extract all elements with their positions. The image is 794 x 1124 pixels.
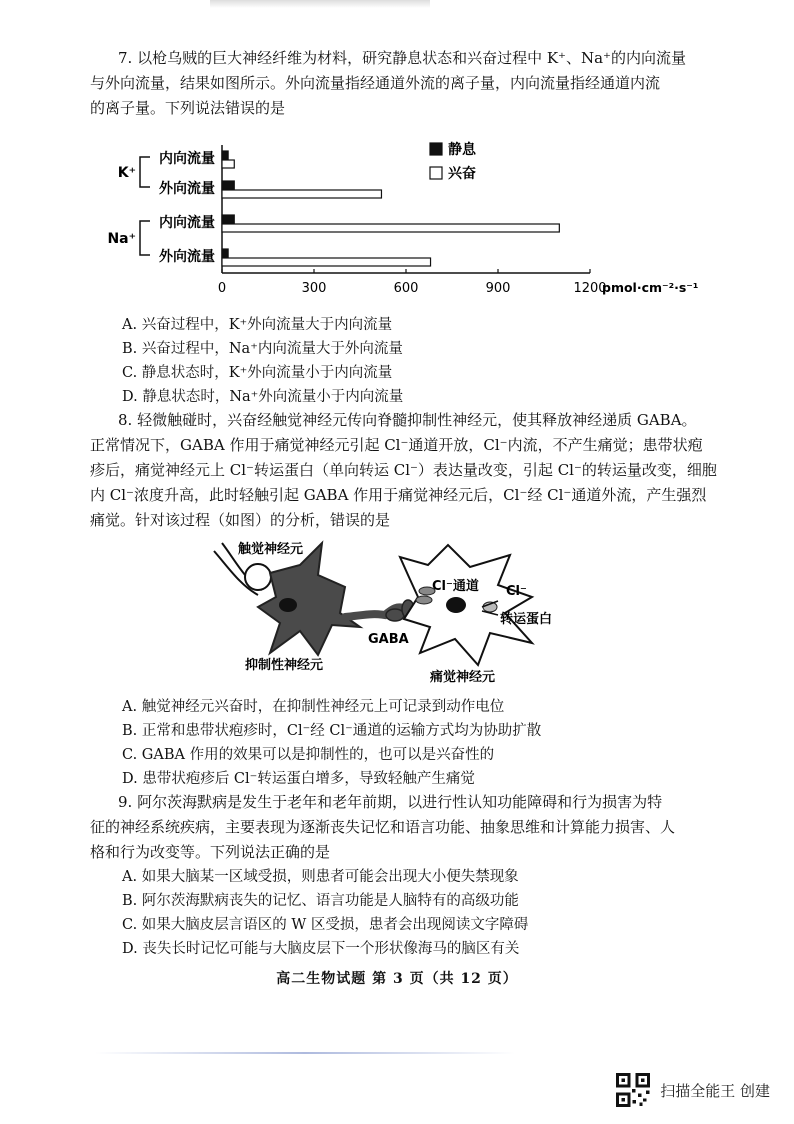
q8-line-4: 内 Cl⁻浓度升高，此时轻触引起 GABA 作用于痛觉神经元后，Cl⁻经 Cl⁻通道外流，产生强烈 <box>90 486 707 504</box>
q7-option-c: C. 静息状态时，K⁺外向流量小于内向流量 <box>122 365 393 381</box>
label-cl-ion: Cl⁻ <box>506 584 527 599</box>
q9-option-c: C. 如果大脑皮层言语区的 W 区受损，患者会出现阅读文字障碍 <box>122 917 529 933</box>
excited-bar <box>222 160 234 168</box>
legend-swatch <box>430 143 442 155</box>
x-tick-label: 0 <box>217 281 227 296</box>
q9-option-a: A. 如果大脑某一区域受损，则患者可能会出现大小便失禁现象 <box>122 869 519 885</box>
x-tick-label: 900 <box>485 281 511 296</box>
q7-option-b: B. 兴奋过程中，Na⁺内向流量大于外向流量 <box>122 341 403 357</box>
q9-line-3: 格和行为改变等。下列说法正确的是 <box>90 843 331 861</box>
q8-line-2: 正常情况下，GABA 作用于痛觉神经元引起 Cl⁻通道开放，Cl⁻内流，不产生痛觉；患带状疱 <box>90 436 703 454</box>
label-pain-neuron: 痛觉神经元 <box>430 670 496 685</box>
q9-option-b: B. 阿尔茨海默病丧失的记忆、语言功能是人脑特有的高级功能 <box>122 893 519 909</box>
flux-chart <box>0 135 794 315</box>
q9-line-1: 9. 阿尔茨海默病是发生于老年和老年前期，以进行性认知功能障碍和行为损害为特 <box>118 793 663 811</box>
q7-line-1: 7. 以枪乌贼的巨大神经纤维为材料，研究静息状态和兴奋过程中 K⁺、Na⁺的内向流量 <box>118 49 686 67</box>
scan-smudge <box>210 0 430 8</box>
q8-option-c: C. GABA 作用的效果可以是抑制性的，也可以是兴奋性的 <box>122 747 495 763</box>
rest-bar <box>222 215 234 223</box>
ion-label: K⁺ <box>117 165 136 181</box>
q9-line-2: 征的神经系统疾病，主要表现为逐渐丧失记忆和语言功能、抽象思维和计算能力损害、人 <box>90 818 676 836</box>
category-label: 内向流量 <box>159 215 215 231</box>
q9-option-d: D. 丧失长时记忆可能与大脑皮层下一个形状像海马的脑区有关 <box>122 941 520 957</box>
pain-neuron <box>400 545 532 665</box>
rest-bar <box>222 181 234 189</box>
q7-option-a: A. 兴奋过程中，K⁺外向流量大于内向流量 <box>122 317 393 333</box>
x-tick-label: 1200 <box>573 281 607 296</box>
q8-line-3: 疹后，痛觉神经元上 Cl⁻转运蛋白（单向转运 Cl⁻）表达量改变，引起 Cl⁻的转运量改变，细胞 <box>90 461 717 479</box>
neuron-diagram <box>0 535 794 685</box>
qr-code-icon <box>616 1073 650 1107</box>
scanner-watermark <box>616 1073 770 1107</box>
ion-label: Na⁺ <box>107 231 136 247</box>
q7-line-3: 的离子量。下列说法错误的是 <box>90 99 286 117</box>
group-bracket <box>140 157 150 187</box>
q8-line-1: 8. 轻微触碰时，兴奋经触觉神经元传向脊髓抑制性神经元，使其释放神经递质 GABA。 <box>118 411 697 429</box>
legend-label: 静息 <box>448 142 476 158</box>
label-inhibitory-neuron: 抑制性神经元 <box>245 658 324 673</box>
q7-option-d: D. 静息状态时，Na⁺外向流量小于内向流量 <box>122 389 404 405</box>
category-label: 外向流量 <box>159 249 215 265</box>
rest-bar <box>222 249 228 257</box>
label-cl-channel: Cl⁻通道 <box>432 579 479 594</box>
q8-option-d: D. 患带状疱疹后 Cl⁻转运蛋白增多，导致轻触产生痛觉 <box>122 771 475 787</box>
q8-line-5: 痛觉。针对该过程（如图）的分析，错误的是 <box>90 511 391 529</box>
label-transporter: 转运蛋白 <box>500 612 553 627</box>
category-label: 外向流量 <box>159 181 215 197</box>
excited-bar <box>222 258 431 266</box>
legend-label: 兴奋 <box>448 166 476 182</box>
x-tick-label: 600 <box>393 281 419 296</box>
scanner-watermark-text: 扫描全能王 创建 <box>660 1081 770 1100</box>
legend-swatch <box>430 167 442 179</box>
q7-line-2: 与外向流量，结果如图所示。外向流量指经通道外流的离子量，内向流量指经通道内流 <box>90 74 661 92</box>
label-touch-neuron: 触觉神经元 <box>238 542 304 557</box>
label-gaba: GABA <box>368 632 409 647</box>
q8-option-b: B. 正常和患带状疱疹时，Cl⁻经 Cl⁻通道的运输方式均为协助扩散 <box>122 723 542 739</box>
q8-option-a: A. 触觉神经元兴奋时，在抑制性神经元上可记录到动作电位 <box>122 699 505 715</box>
x-tick-label: 300 <box>301 281 327 296</box>
rest-bar <box>222 151 228 159</box>
category-label: 内向流量 <box>159 151 215 167</box>
excited-bar <box>222 224 559 232</box>
scan-artifact-line <box>95 1052 515 1054</box>
page-footer: 高二生物试题 第 3 页（共 12 页） <box>276 971 518 987</box>
excited-bar <box>222 190 381 198</box>
group-bracket <box>140 221 150 255</box>
x-axis-unit: pmol·cm⁻²·s⁻¹ <box>602 280 699 295</box>
